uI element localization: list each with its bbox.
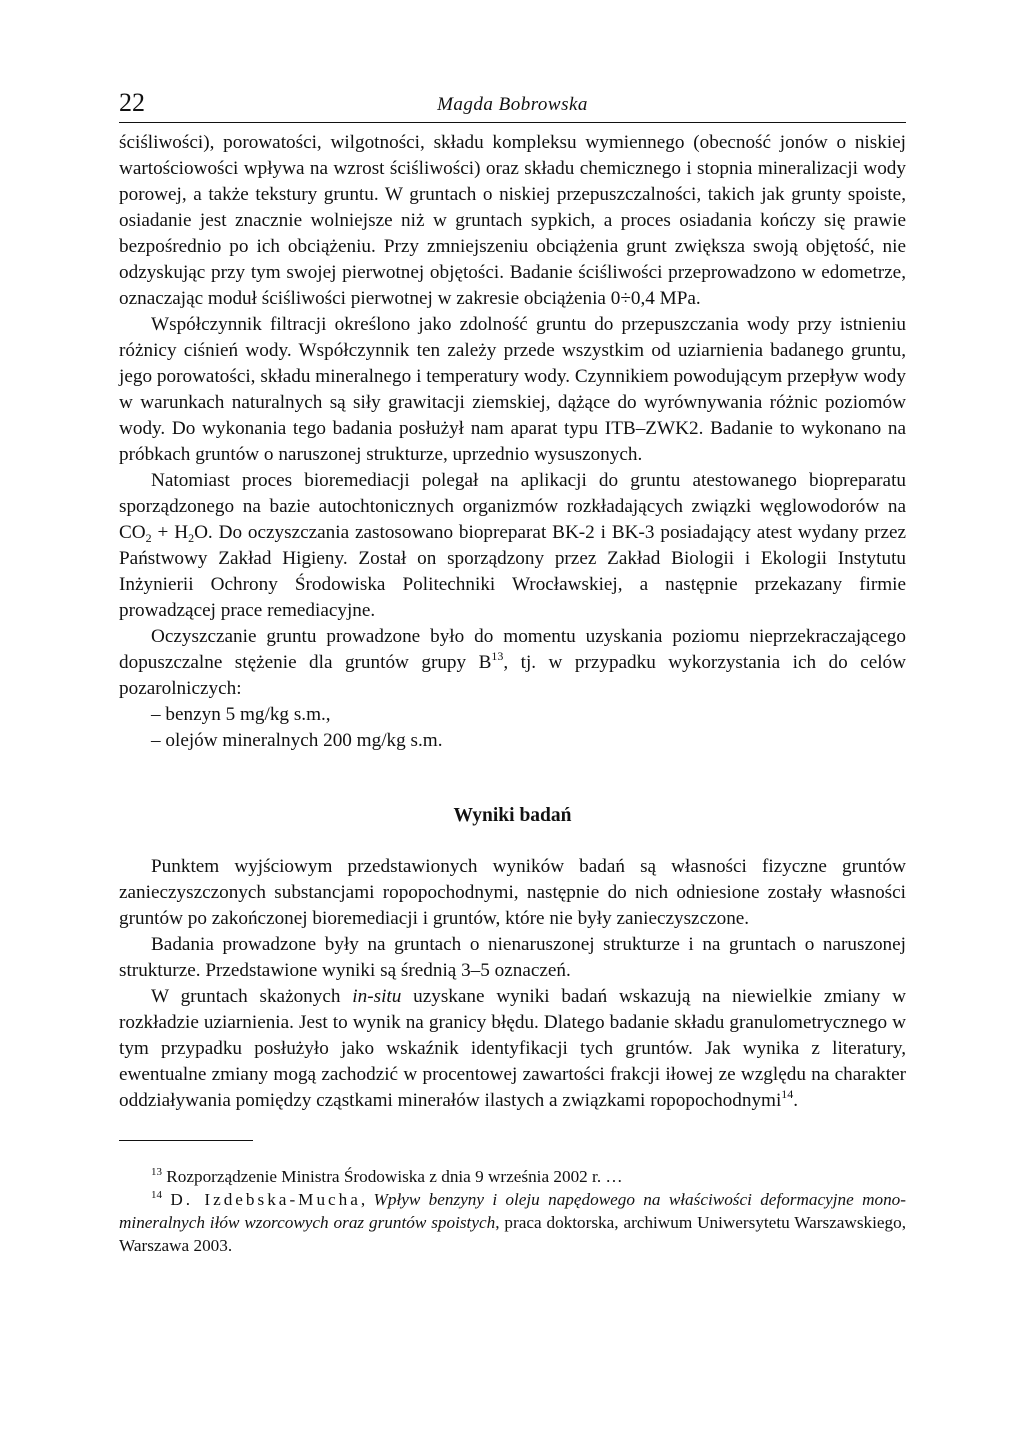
paragraph-text: uzyskane wyniki badań wskazują na niewielkie zmiany w rozkładzie uziarnienia. Jest to wynik na granicy błędu. Dlatego badanie składu granulometrycznego w tym przypadku posłużyło jako wskaźnik identyfikacji tych gruntów. Jak wynika z literatury, ewentualne zmiany mogą zachodzić w procentowej zawartości frakcji iłowej ze względu na charakter oddziaływania pomiędzy cząstkami minerałów ilastych a związkami ropopochodnymi (119, 986, 906, 1111)
paragraph-text: Natomiast proces bioremediacji polegał na aplikacji do gruntu atestowanego biopreparatu sporządzonego na bazie autochtonicznych organizmów rozkładających związki węglowodorów na CO (119, 470, 906, 543)
section-heading: Wyniki badań (453, 805, 572, 826)
footnote-author: D. Izdebska-Mucha (170, 1190, 361, 1209)
footnotes (119, 1165, 906, 1257)
list-item: – olejów mineralnych 200 mg/kg s.m. (151, 730, 443, 751)
footnote-separator-text: , (360, 1190, 374, 1209)
running-header-author: Magda Bobrowska (437, 94, 588, 115)
footnote (119, 1165, 906, 1188)
paragraph: Punktem wyjściowym przedstawionych wyników badań są własności fizyczne gruntów zanieczyszczonych substancjami ropopochodnymi, następnie do nich odniesione zostały własności gruntów po zakończonej bioremediacji i gruntów, które nie były zanieczyszczone. (119, 856, 906, 929)
list-item: – benzyn 5 mg/kg s.m., (151, 704, 331, 725)
footnote-number: 13 (151, 1166, 162, 1178)
paragraph-text: O. Do oczyszczania zastosowano biopreparat BK-2 i BK-3 posiadający atest wydany przez Państwowy Zakład Higieny. Został on sporządzony przez Zakład Biologii i Ekologii Instytutu Inżynierii Ochrony Środowiska Politechniki Wrocławskiej, a następnie przekazany firmie prowadzącej prace remediacyjne. (119, 522, 906, 621)
paragraph (119, 624, 906, 702)
paragraph (119, 984, 906, 1114)
document-page (119, 86, 906, 1257)
paragraph-text: W gruntach skażonych (151, 986, 353, 1007)
italic-term: in-situ (352, 986, 402, 1007)
page-number: 22 (119, 88, 145, 117)
body-text (119, 130, 906, 1114)
footnote-number: 14 (151, 1189, 162, 1201)
footnote-separator (119, 1140, 253, 1141)
limits-list (119, 702, 906, 754)
paragraph-text: . (793, 1090, 799, 1111)
subscript: 2 (188, 531, 195, 545)
paragraph-text: , tj. w przypadku wykorzystania ich do celów pozarolniczych: (119, 652, 906, 699)
paragraph (119, 468, 906, 624)
footnote-text: Rozporządzenie Ministra Środowiska z dnia 9 września 2002 r. … (162, 1167, 623, 1186)
paragraph-text: + H (151, 522, 189, 543)
footnote-text: , praca doktorska, archiwum Uniwersytetu Warszawskiego, Warszawa 2003. (119, 1213, 906, 1255)
footnote (119, 1188, 906, 1257)
footnote-ref[interactable]: 14 (781, 1087, 794, 1101)
footnote-ref[interactable]: 13 (491, 649, 504, 663)
paragraph: ściśliwości), porowatości, wilgotności, składu kompleksu wymiennego (obecność jonów o niskiej wartościowości wpływa na wzrost ściśliwości) oraz składu chemicznego i stopnia mineralizacji wody porowej, a także tekstury gruntu. W gruntach o niskiej przepuszczalności, takich jak grunty spoiste, osiadanie jest znacznie wolniejsze niż w gruntach sypkich, a proces osiadania kończy się prawie bezpośrednio po ich obciążeniu. Przy zmniejszeniu obciążenia grunt zwiększa swoją objętość, nie odzyskując przy tym swojej pierwotnej objętości. Badanie ściśliwości przeprowadzono w edometrze, oznaczając moduł ściśliwości pierwotnej w zakresie obciążenia 0÷0,4 MPa. (119, 132, 906, 309)
subscript: 2 (145, 531, 152, 545)
footnote-title: Wpływ benzyny i oleju napędowego na właściwości deformacyjne monomineralnych iłów wzorcowych oraz gruntów spoistych (119, 1190, 907, 1232)
paragraph: Współczynnik filtracji określono jako zdolność gruntu do przepuszczania wody przy istnieniu różnicy ciśnień wody. Współczynnik ten zależy przede wszystkim od uziarnienia badanego gruntu, jego porowatości, składu mineralnego i temperatury wody. Czynnikiem powodującym przepływ wody w warunkach naturalnych są siły grawitacji ziemskiej, dążące do wyrównywania różnic poziomów wody. Do wykonania tego badania posłużył nam aparat typu ITB–ZWK2. Badanie to wykonano na próbkach gruntów o naruszonej strukturze, uprzednio wysuszonych. (119, 314, 906, 465)
paragraph-text: Oczyszczanie gruntu prowadzone było do momentu uzyskania poziomu nieprzekraczającego dopuszczalne stężenie dla gruntów grupy B (119, 626, 906, 673)
paragraph: Badania prowadzone były na gruntach o nienaruszonej strukturze i na gruntach o naruszonej strukturze. Przedstawione wyniki są średnią 3–5 oznaczeń. (119, 934, 906, 981)
running-header (119, 86, 906, 123)
